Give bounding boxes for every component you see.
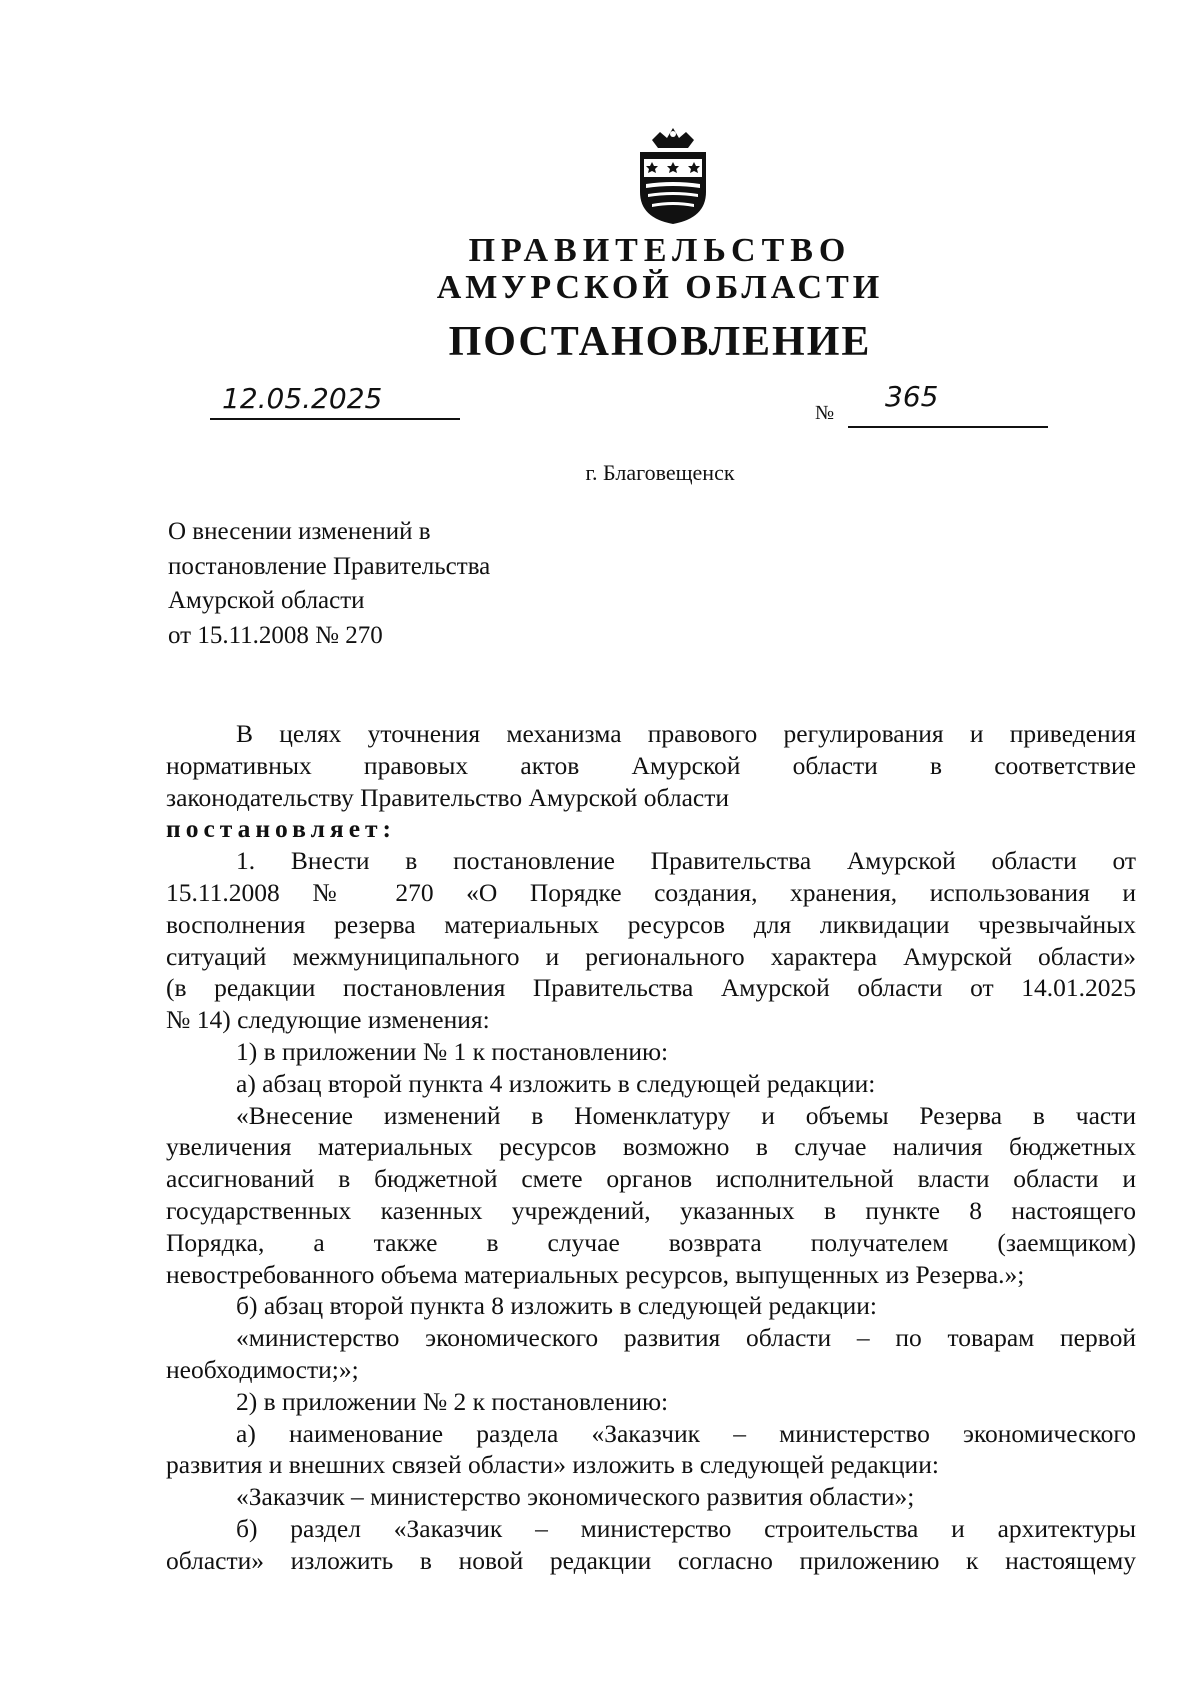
- subject-line: Амурской области: [168, 587, 365, 614]
- city: г. Благовещенск: [585, 460, 735, 485]
- org-title-line1: ПРАВИТЕЛЬСТВО: [468, 232, 852, 269]
- document-date: 12.05.2025: [222, 382, 383, 415]
- body-line: а) абзац второй пункта 4 изложить в следующей редакции:: [236, 1068, 876, 1098]
- body-line: Порядка, а также в случае возврата получателем (заемщиком): [166, 1227, 1136, 1257]
- body-line: 2) в приложении № 2 к постановлению:: [236, 1386, 669, 1416]
- document-type: ПОСТАНОВЛЕНИЕ: [448, 319, 872, 365]
- document-subject: [168, 515, 490, 653]
- body-line: нормативных правовых актов Амурской области в соответствие: [166, 750, 1136, 780]
- body-line: восполнения резерва материальных ресурсов для ликвидации чрезвычайных: [166, 909, 1136, 939]
- body-line: области» изложить в новой редакции согласно приложению к настоящему: [166, 1545, 1136, 1575]
- coat-of-arms-icon: [630, 126, 716, 226]
- document-body: [166, 718, 1136, 1577]
- body-line: развития и внешних связей области» изложить в следующей редакции:: [166, 1450, 939, 1480]
- org-title-line2: АМУРСКОЙ ОБЛАСТИ: [436, 269, 884, 306]
- body-line: невостребованного объема материальных ресурсов, выпущенных из Резерва.»;: [166, 1259, 1025, 1289]
- body-line: «Заказчик – министерство экономического развития области»;: [236, 1482, 915, 1512]
- subject-line: от 15.11.2008 № 270: [168, 621, 383, 649]
- body-line: «Внесение изменений в Номенклатуру и объемы Резерва в части: [236, 1100, 1136, 1130]
- number-sign: №: [815, 402, 835, 424]
- body-line: государственных казенных учреждений, указанных в пункте 8 настоящего: [166, 1195, 1136, 1225]
- subject-line: О внесении изменений в: [168, 518, 431, 545]
- body-line-resolves: постановляет:: [166, 814, 397, 844]
- document-number: 365: [885, 380, 939, 413]
- body-line: № 14) следующие изменения:: [166, 1005, 490, 1035]
- subject-line: постановление Правительства: [168, 552, 491, 580]
- body-line: «министерство экономического развития области – по товарам первой: [236, 1323, 1136, 1353]
- body-line: ассигнований в бюджетной смете органов исполнительной власти области и: [166, 1164, 1136, 1194]
- body-line: необходимости;»;: [166, 1354, 359, 1384]
- number-underline: [848, 426, 1048, 428]
- body-line: б) абзац второй пункта 8 изложить в следующей редакции:: [236, 1291, 877, 1321]
- body-line: (в редакции постановления Правительства Амурской области от 14.01.2025: [166, 973, 1136, 1003]
- body-line: увеличения материальных ресурсов возможно в случае наличия бюджетных: [166, 1132, 1136, 1162]
- body-line: 1. Внести в постановление Правительства Амурской области от: [236, 846, 1136, 876]
- body-line: 15.11.2008 № 270 «О Порядке создания, хранения, использования и: [166, 877, 1136, 907]
- body-line: ситуаций межмуниципального и регионального характера Амурской области»: [166, 941, 1136, 971]
- body-line: законодательству Правительство Амурской области: [166, 782, 730, 812]
- body-line: 1) в приложении № 1 к постановлению:: [236, 1036, 669, 1066]
- date-underline: [210, 418, 460, 420]
- body-line: В целях уточнения механизма правового регулирования и приведения: [236, 719, 1136, 748]
- body-line: а) наименование раздела «Заказчик – министерство экономического: [236, 1418, 1136, 1448]
- body-line: б) раздел «Заказчик – министерство строительства и архитектуры: [236, 1513, 1136, 1543]
